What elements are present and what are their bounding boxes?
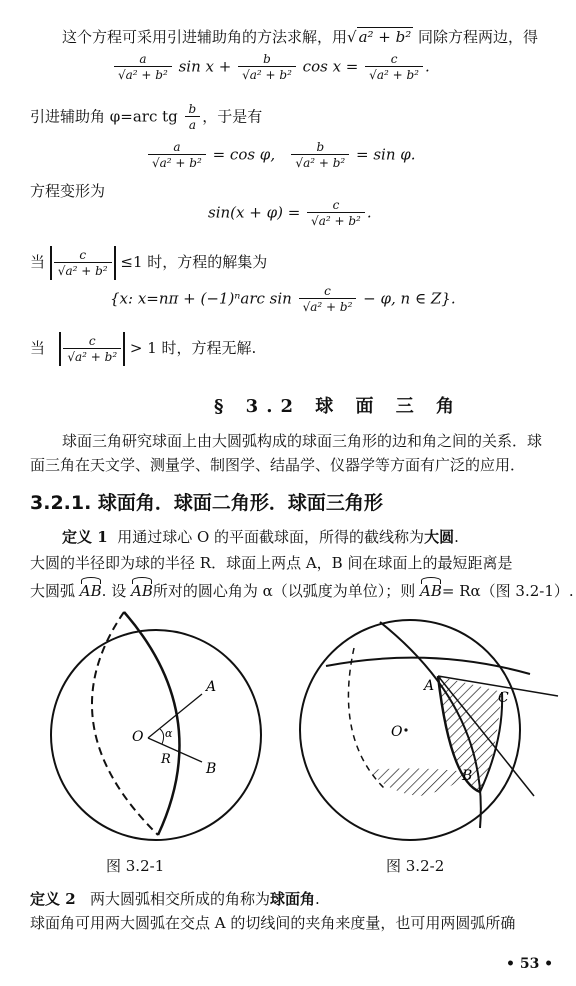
para2-frac-den: a bbox=[185, 116, 200, 133]
section-title: § 3.2 球 面 三 角 bbox=[214, 396, 463, 417]
eq1-num-b: b bbox=[263, 52, 271, 66]
fig2-label-o: O bbox=[391, 724, 403, 740]
def2-line-1: 球面角可用两大圆弧在交点 A 的切线间的夹角来度量，也可用两圆弧所确 bbox=[30, 914, 516, 932]
def2-text: 两大圆弧相交所成的角称为 bbox=[89, 890, 270, 908]
eq4-frac: $\frac{c}{\text{√a² + b²}}$ bbox=[299, 284, 357, 315]
para2-frac-num: b bbox=[188, 102, 197, 116]
fig1-radius-ob bbox=[148, 738, 202, 762]
para1-tail: 同除方程两边，得 bbox=[418, 28, 539, 46]
fig1-label-o: O bbox=[132, 729, 144, 745]
figure-3-2-2 bbox=[290, 600, 576, 850]
eq1-num-a: a bbox=[139, 52, 147, 66]
arc-ab-3: AB bbox=[420, 582, 442, 600]
fig1-label-b: B bbox=[206, 761, 217, 777]
para5-frac: $\frac{c}{\text{√a² + b²}}$ bbox=[63, 334, 121, 365]
eq1-den-b: √a² + b² bbox=[238, 66, 296, 83]
para2-tail: ，于是有 bbox=[202, 107, 263, 126]
eq2-right1: = cos φ, bbox=[212, 145, 276, 164]
eq3-left: sin(x + φ) = bbox=[208, 203, 301, 222]
para5-lead: 当 bbox=[30, 339, 46, 357]
fig2-great-circle-1 bbox=[326, 658, 530, 674]
fig1-great-circle-front bbox=[124, 612, 179, 835]
def1-text: 用通过球心 O 的平面截球面，所得的截线称为 bbox=[117, 528, 425, 546]
def1-term: 大圆 bbox=[424, 528, 455, 546]
equation-2 bbox=[146, 140, 416, 171]
fig2-label-a: A bbox=[424, 678, 435, 694]
fig2-great-circle-dashed bbox=[348, 648, 386, 790]
equation-3: sin(x + φ) = $\frac{c}{\text{√a² + b²}}$ . bbox=[208, 198, 372, 228]
eq1-frac-b bbox=[238, 52, 296, 83]
fig2-caption: 图 3.2-2 bbox=[386, 857, 445, 875]
eq3-frac: $\frac{c}{\text{√a² + b²}}$ bbox=[307, 198, 365, 229]
definition-1: 定义 1 用通过球心 O 的平面截球面，所得的截线称为大圆. bbox=[62, 528, 459, 546]
para5-tail: > 1 时，方程无解. bbox=[129, 339, 257, 357]
subsection-title: 3.2.1. 球面角．球面二角形．球面三角形 bbox=[30, 492, 383, 514]
eq1-sin: sin x + bbox=[178, 57, 232, 76]
eq1-den-a: √a² + b² bbox=[114, 66, 172, 83]
equation-1: $\frac{a}{\text{√a² + b²}}$ sin x + $\frac{b}{\text{√a² + b²}}$ cos x = $\frac{c}{\text{√a² + b²}}$ . bbox=[112, 52, 430, 83]
intro-line-2: 面三角在天文学、测量学、制图学、结晶学、仪器学等方面有广泛的应用． bbox=[30, 456, 526, 474]
fig1-label-alpha: α bbox=[165, 727, 173, 740]
def1-line-2: 大圆弧 AB. 设 AB所对的圆心角为 α（以弧度为单位）；则 AB= Rα（图 3.2-1）. bbox=[30, 582, 574, 600]
para1 bbox=[62, 26, 538, 47]
fig2-center-dot bbox=[404, 728, 407, 731]
def1-line-1: 大圆的半径即为球的半径 R．球面上两点 A，B 间在球面上的最短距离是 bbox=[30, 554, 513, 572]
eq1-frac-a bbox=[114, 52, 172, 83]
arc-ab-1: AB bbox=[79, 582, 102, 600]
fig2-label-c: C bbox=[498, 690, 509, 706]
para5 bbox=[30, 332, 256, 366]
para1-text: 这个方程可采用引进辅助角的方法求解，用 bbox=[62, 28, 348, 46]
para4-tail: ≤1 时，方程的解集为 bbox=[120, 253, 268, 271]
eq2-frac-a: $\frac{a}{\text{√a² + b²}}$ bbox=[148, 140, 206, 171]
intro-line-1: 球面三角研究球面上由大圆弧构成的球面三角形的边和角之间的关系．球 bbox=[62, 432, 543, 450]
fig1-radius-oa bbox=[148, 694, 202, 738]
fig1-caption: 图 3.2-1 bbox=[106, 857, 165, 875]
para4 bbox=[30, 246, 267, 280]
fig1-sphere-outline bbox=[51, 630, 261, 840]
fig1-angle-arc bbox=[160, 729, 164, 744]
definition-2: 定义 2 两大圆弧相交所成的角称为球面角. bbox=[30, 890, 320, 908]
eq2-right2: = sin φ. bbox=[355, 145, 416, 164]
fig2-hatched-back bbox=[368, 768, 466, 796]
para4-lead: 当 bbox=[30, 253, 46, 271]
def1-label: 定义 1 bbox=[62, 528, 108, 546]
fig2-label-b: B bbox=[462, 768, 473, 784]
eq1-den-c: √a² + b² bbox=[365, 66, 423, 83]
eq4-left: {x: x=nπ + (−1)ⁿarc sin bbox=[110, 289, 292, 308]
def2-term: 球面角 bbox=[270, 890, 316, 908]
figure-3-2-1 bbox=[36, 610, 276, 846]
def2-label: 定义 2 bbox=[30, 890, 76, 908]
para2 bbox=[30, 102, 262, 133]
eq4-right: − φ, n ∈ Z}. bbox=[363, 289, 456, 308]
arc-ab-2: AB bbox=[130, 582, 153, 600]
eq1-cos: cos x = bbox=[302, 57, 359, 76]
para2-frac bbox=[185, 102, 201, 133]
sqrt-a2b2: √ a² + b² bbox=[347, 28, 412, 46]
para4-frac: $\frac{c}{\text{√a² + b²}}$ bbox=[54, 248, 112, 279]
equation-4 bbox=[110, 284, 456, 315]
fig1-label-a: A bbox=[206, 679, 217, 695]
eq1-num-c: c bbox=[390, 52, 398, 66]
page-number: • 53 • bbox=[506, 956, 554, 972]
eq2-frac-b: $\frac{b}{\text{√a² + b²}}$ bbox=[291, 140, 349, 171]
eq1-frac-c bbox=[365, 52, 423, 83]
fig1-label-r: R bbox=[161, 752, 171, 767]
para2-text: 引进辅助角 φ=arc tg bbox=[30, 107, 178, 126]
para3: 方程变形为 bbox=[30, 182, 106, 200]
